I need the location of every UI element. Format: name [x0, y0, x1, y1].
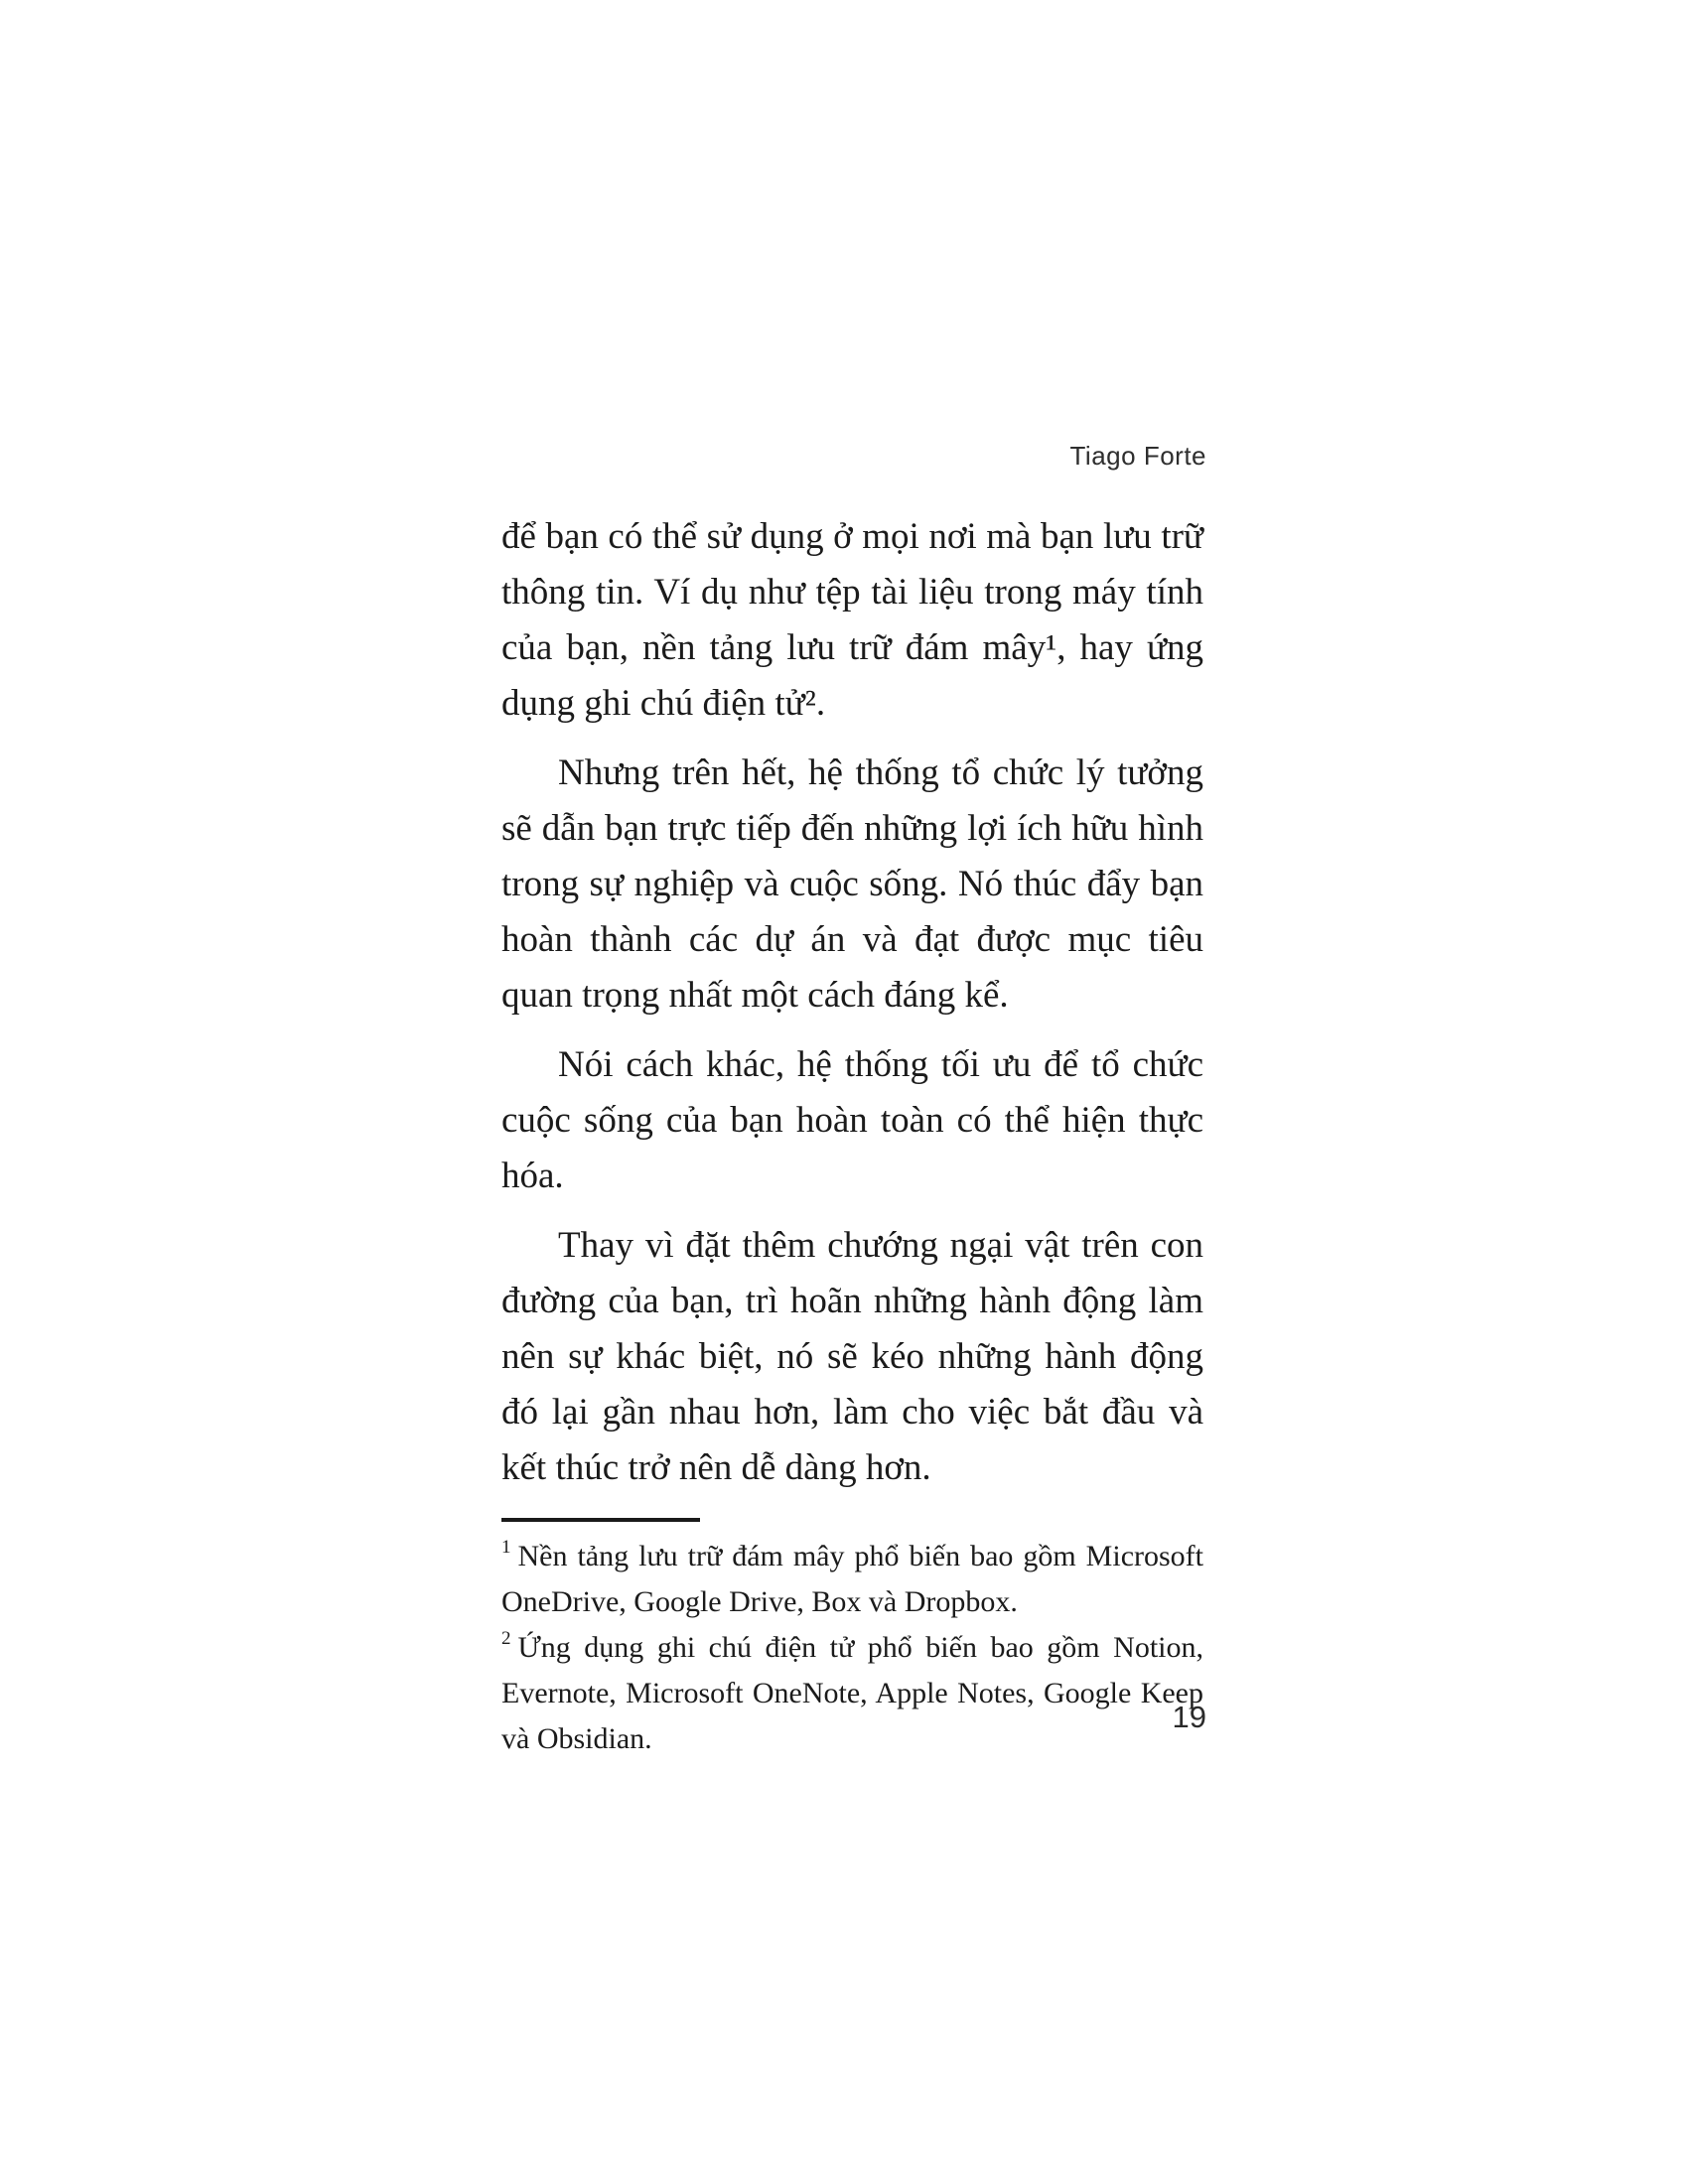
footnote-separator-rule	[501, 1518, 700, 1522]
footnote	[501, 1625, 1203, 1762]
footnotes-section	[501, 1534, 1203, 1762]
footnote	[501, 1534, 1203, 1625]
text-block	[501, 509, 1203, 1762]
footnote-marker: 2	[501, 1628, 511, 1649]
footnote-marker: 1	[501, 1537, 511, 1558]
footnote-text: Nền tảng lưu trữ đám mây phổ biến bao gồm Microsoft OneDrive, Google Drive, Box và Dropbox.	[501, 1540, 1203, 1618]
page-number: 19	[1172, 1700, 1206, 1734]
footnote-text: Ứng dụng ghi chú điện tử phổ biến bao gồm Notion, Evernote, Microsoft OneNote, Apple Notes, Google Keep và Obsidian.	[501, 1631, 1203, 1755]
body-paragraph: để bạn có thể sử dụng ở mọi nơi mà bạn lưu trữ thông tin. Ví dụ như tệp tài liệu trong máy tính của bạn, nền tảng lưu trữ đám mây¹, hay ứng dụng ghi chú điện tử².	[501, 516, 1203, 724]
running-header: Tiago Forte	[1069, 441, 1206, 471]
body-paragraph: Nhưng trên hết, hệ thống tổ chức lý tưởng sẽ dẫn bạn trực tiếp đến những lợi ích hữu hình trong sự nghiệp và cuộc sống. Nó thúc đẩy bạn hoàn thành các dự án và đạt được mục tiêu quan trọng nhất một cách đáng kể.	[501, 752, 1203, 1016]
body-paragraph: Nói cách khác, hệ thống tối ưu để tổ chức cuộc sống của bạn hoàn toàn có thể hiện thực hóa.	[501, 1044, 1203, 1196]
body-paragraph: Thay vì đặt thêm chướng ngại vật trên con đường của bạn, trì hoãn những hành động làm nên sự khác biệt, nó sẽ kéo những hành động đó lại gần nhau hơn, làm cho việc bắt đầu và kết thúc trở nên dễ dàng hơn.	[501, 1225, 1203, 1488]
